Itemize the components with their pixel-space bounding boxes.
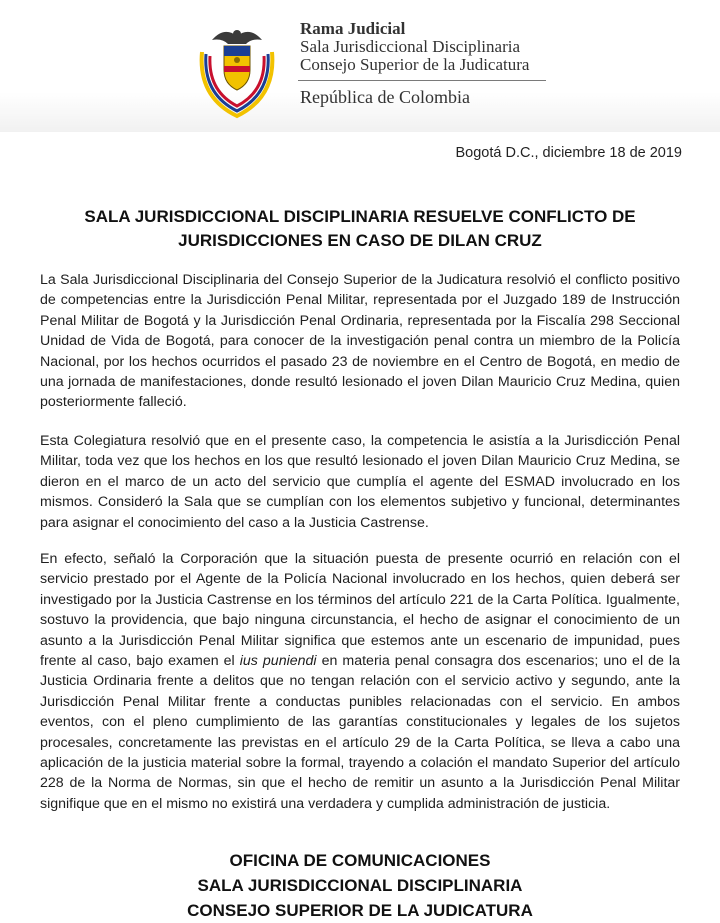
footer-line-1: OFICINA DE COMUNICACIONES	[229, 851, 491, 870]
footer-line-3: CONSEJO SUPERIOR DE LA JUDICATURA	[187, 901, 533, 920]
institution-line-2: Sala Jurisdiccional Disciplinaria	[300, 37, 520, 56]
paragraph-3	[40, 549, 680, 814]
paragraph-2: Esta Colegiatura resolvió que en el presente caso, la competencia le asistía a la Jurisdicción Penal Militar, toda vez que los hechos en los que resultó lesionado el joven Dilan Mauricio Cruz Medina, se dieron en el marco de un acto del servicio que cumplía el agente del ESMAD involucrado en los mismos. Consideró la Sala que se cumplían con los elementos subjetivo y funcional, determinantes para asignar el conocimiento del caso a la Justicia Castrense.	[40, 433, 680, 531]
coat-of-arms-icon	[196, 22, 278, 122]
letterhead-divider	[298, 80, 546, 81]
document-title: SALA JURISDICCIONAL DISCIPLINARIA RESUELVE CONFLICTO DE JURISDICCIONES EN CASO DE DILAN CRUZ	[84, 207, 636, 250]
paragraph-1: La Sala Jurisdiccional Disciplinaria del Consejo Superior de la Judicatura resolvió el conflicto positivo de competencias entre la Jurisdicción Penal Militar, representada por el Juzgado 189 de Instrucción Penal Militar de Bogotá y la Jurisdicción Penal Ordinaria, representada por la Fiscalía 298 Seccional Unidad de Vida de Bogotá, para conocer de la investigación penal contra un miembro de la Policía Nacional, por los hechos ocurridos el pasado 23 de noviembre en el Centro de Bogotá, en medio de una jornada de manifestaciones, donde resultó lesionado el joven Dilan Mauricio Cruz Medina, quien posteriormente falleció.	[40, 272, 680, 411]
paragraph-3-part-b: en materia penal consagra dos escenarios; uno el de la Justicia Ordinaria frente a delitos que no tengan relación con el servicio activo y segundo, ante la Jurisdicción Penal Militar frente a conductas punibles relacionadas con el servicio. En ambos eventos, con el pleno cumplimiento de las garantías constitucionales y legales de los sujetos procesales, concretamente las previstas en el artículo 29 de la Carta Política, se lleva a cabo una aplicación de la justicia material sobre la formal, trayendo a colación el mandato Superior del artículo 228 de la Norma de Normas, sin que el hecho de remitir un asunto a la Jurisdicción Penal Militar signifique que en el mismo no existirá una verdadera y cumplida administración de justicia.	[40, 653, 680, 812]
signature-block	[40, 848, 680, 923]
paragraph-3-part-a: En efecto, señaló la Corporación que la situación puesta de presente ocurrió en relación con el servicio prestado por el Agente de la Policía Nacional involucrado en los hechos, quien deberá ser investigado por la Justicia Castrense en los términos del artículo 221 de la Carta Política. Igualmente, sostuvo la providencia, que bajo ninguna circunstancia, el hecho de asignar el conocimiento de un asunto a la Jurisdicción Penal Militar significa que estemos ante un escenario de impunidad, pues frente al caso, bajo examen el	[40, 551, 680, 670]
footer-line-2: SALA JURISDICCIONAL DISCIPLINARIA	[197, 876, 523, 895]
institution-line-3: Consejo Superior de la Judicatura	[300, 55, 530, 74]
ius-puniendi-term: ius puniendi	[239, 653, 317, 670]
institution-line-1: Rama Judicial	[300, 19, 406, 38]
document-date: Bogotá D.C., diciembre 18 de 2019	[455, 145, 682, 161]
country-name: República de Colombia	[300, 87, 470, 107]
institution-name	[300, 20, 529, 74]
letterhead	[0, 0, 720, 132]
